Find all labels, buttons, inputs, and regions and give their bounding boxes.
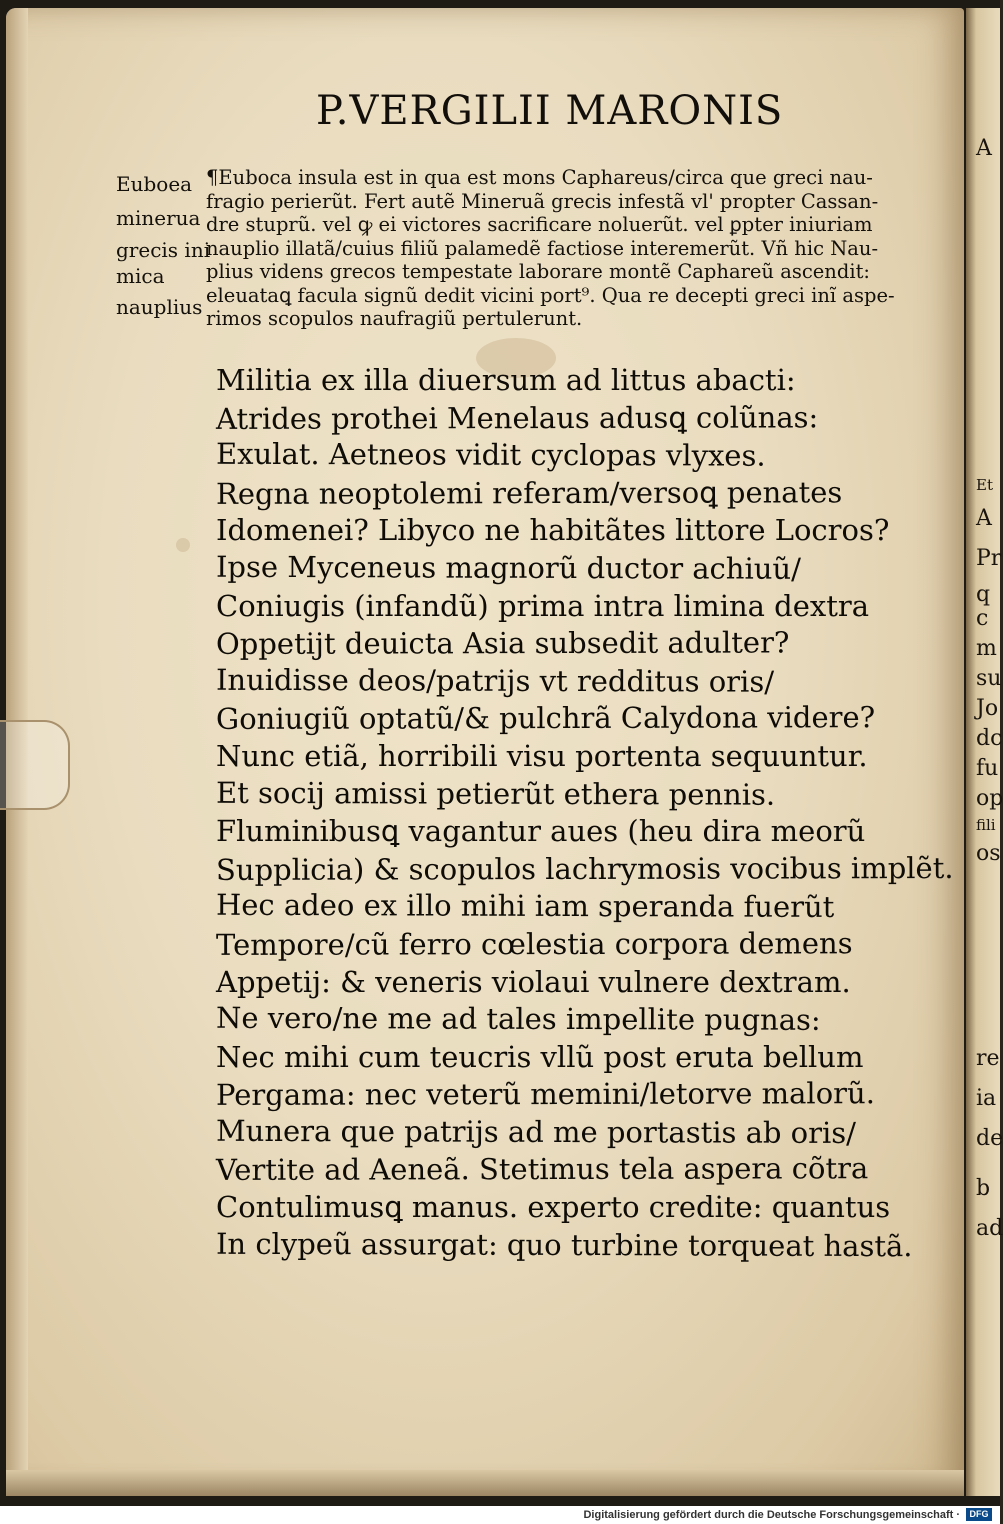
next-page-fragment: A bbox=[976, 136, 992, 161]
next-page-fragment: re bbox=[976, 1046, 1000, 1071]
verse-line: Nunc etiã, horribili visu portenta sequuntur. bbox=[216, 738, 868, 773]
verse-line: Nec mihi cum teucris vllũ post eruta bellum bbox=[216, 1039, 864, 1074]
verse-line: Atrides prothei Menelaus adusꝗ colũnas: bbox=[215, 399, 819, 436]
ink-stain bbox=[176, 538, 190, 552]
next-page-fragment: de bbox=[976, 1126, 1003, 1151]
verse-line: Militia ex illa diuersum ad littus abacti: bbox=[216, 363, 796, 397]
next-page-fragment: fu bbox=[976, 756, 999, 781]
funding-credit: Digitalisierung gefördert durch die Deutsche Forschungsgemeinschaft · bbox=[583, 1509, 960, 1521]
next-page-fragment: q bbox=[976, 582, 991, 607]
next-page-fragment: ia bbox=[976, 1086, 997, 1111]
next-page-edge bbox=[966, 8, 1003, 1496]
verse-line: Oppetijt deuicta Asia subsedit adulter? bbox=[215, 625, 790, 662]
next-page-fragment: b bbox=[976, 1176, 991, 1201]
verse-line: In clypeũ assurgat: quo turbine torqueat hastã. bbox=[215, 1226, 913, 1263]
next-page-fragment: m bbox=[976, 636, 997, 661]
commentary-line: eleuataꝗ facula signũ dedit vicini port⁹. Qua re decepti greci inĩ aspe- bbox=[206, 283, 895, 307]
verse-line: Appetij: & veneris violaui vulnere dextram. bbox=[216, 964, 851, 999]
verse-line: Contulimusꝗ manus. experto credite: quantus bbox=[216, 1190, 891, 1225]
next-page-fragment: ad bbox=[976, 1216, 1003, 1241]
commentary-block bbox=[206, 166, 926, 331]
next-page-fragment: su bbox=[976, 666, 1002, 691]
next-page-fragment: c bbox=[976, 606, 989, 631]
verse-line: Exulat. Aetneos vidit cyclopas vlyxes. bbox=[215, 436, 766, 473]
verse-line: Ne vero/ne me ad tales impellite pugnas: bbox=[215, 1000, 821, 1037]
next-page-fragment: Jo bbox=[976, 696, 999, 721]
verse-line: Hec adeo ex illo mihi iam speranda fuerũt bbox=[215, 888, 835, 925]
page-clip bbox=[0, 720, 70, 810]
next-page-fragment: os bbox=[976, 841, 1001, 866]
next-page-fragment: Et bbox=[976, 476, 993, 494]
verse-line: Inuidisse deos/patrijs vt redditus oris/ bbox=[215, 662, 775, 699]
verse-line: Supplicia) & scopulos lachrymosis vocibus implẽt. bbox=[215, 850, 954, 887]
verse-line: Vertite ad Aeneã. Stetimus tela aspera cõtra bbox=[215, 1151, 869, 1188]
commentary-line: plius videns grecos tempestate laborare montẽ Caphareũ ascendit: bbox=[206, 260, 870, 283]
verse-line: Fluminibusꝗ vagantur aues (heu dira meorũ bbox=[216, 814, 866, 849]
next-page-fragment: A bbox=[976, 506, 992, 531]
verse-line: Tempore/cũ ferro cœlestia corpora demens bbox=[215, 926, 853, 962]
commentary-line: dre stuprũ. vel ꝙ ei victores sacrificare noluerũt. vel ꝑpter iniuriam bbox=[206, 213, 873, 236]
commentary-line: fragio perierũt. Fert autẽ Mineruã grecis infestã vl' propter Cassan- bbox=[206, 189, 879, 213]
verse-line: Idomenei? Libyco ne habitãtes littore Locros? bbox=[216, 513, 890, 548]
verse-block bbox=[215, 362, 954, 1264]
margin-note: mica bbox=[116, 264, 165, 288]
margin-note: nauplius bbox=[116, 295, 203, 319]
commentary-line: rimos scopulos naufragiũ pertulerunt. bbox=[206, 307, 583, 330]
verse-line: Et socij amissi petierũt ethera pennis. bbox=[215, 775, 776, 812]
commentary-line: nauplio illatã/cuius filiũ palamedẽ factiose interemerũt. Vñ hic Nau- bbox=[206, 236, 879, 260]
commentary-line: ¶Euboca insula est in qua est mons Caphareus/circa que greci nau- bbox=[206, 166, 873, 189]
next-page-fragment: fili bbox=[976, 816, 996, 834]
page-bottom-edge bbox=[6, 1470, 964, 1496]
next-page-fragment: Pr bbox=[976, 546, 1002, 571]
next-page-fragment: dc bbox=[976, 726, 1003, 751]
running-header: P.VERGILII MARONIS bbox=[316, 88, 784, 134]
dfg-logo: DFG bbox=[966, 1508, 992, 1521]
margin-note: Euboea bbox=[116, 172, 193, 196]
verse-line: Goniugiũ optatũ/& pulchrã Calydona videre? bbox=[215, 700, 876, 737]
verse-line: Regna neoptolemi referam/versoꝗ penates bbox=[215, 475, 843, 511]
margin-note: grecis ini bbox=[116, 238, 211, 262]
verse-line: Ipse Myceneus magnorũ ductor achiuũ/ bbox=[215, 549, 801, 586]
verse-line: Pergama: nec veterũ memini/letorve malorũ. bbox=[215, 1076, 875, 1113]
next-page-fragment: op bbox=[976, 786, 1003, 811]
verse-line: Coniugis (infandũ) prima intra limina dextra bbox=[216, 588, 870, 623]
margin-note: minerua bbox=[116, 206, 201, 230]
verse-line: Munera que patrijs ad me portastis ab oris/ bbox=[215, 1113, 857, 1150]
